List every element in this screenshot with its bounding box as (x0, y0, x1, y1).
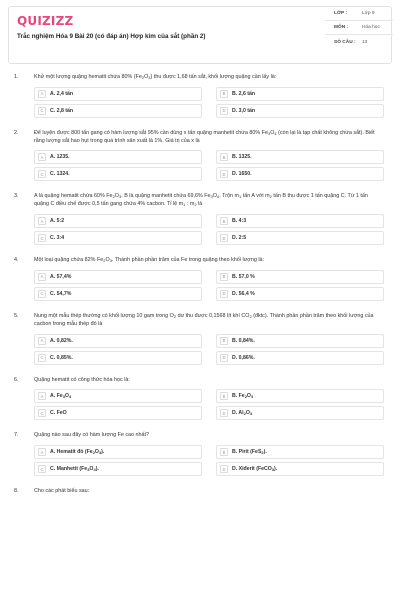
option-letter-box: B (220, 337, 228, 345)
answer-option-b[interactable] (216, 445, 384, 459)
answer-options (8, 334, 392, 365)
subscript: 2 (269, 194, 272, 200)
subscript: 2 (244, 394, 247, 400)
subscript: 3 (148, 75, 151, 80)
subscript: 3 (271, 467, 275, 473)
question-text: Nung một mẫu thép thường có khối lượng 10 gam trong $O_2$ dư thu được 0,1568 lít khí $CO_2$ (đktc). Thành phần phần trăm theo khối lượng của cacbon trong mẫu thép đó là (34, 312, 374, 327)
option-letter-box: D (220, 170, 228, 178)
option-text: A. $Fe_3O_4$ (50, 393, 72, 400)
option-letter-box: C (38, 170, 46, 178)
option-text: A. 1235. (50, 154, 70, 161)
question-item (8, 313, 392, 365)
answer-option-d[interactable] (216, 406, 384, 420)
subscript: 3 (250, 394, 254, 400)
question-text: Quặng nào sau đây có hàm lượng Fe cao nhất? (34, 432, 150, 439)
option-text: B. 0,84%. (232, 337, 255, 344)
option-text: C. 2,8 tấn (50, 107, 74, 114)
meta-key: LỚP : (334, 11, 348, 16)
option-text: C. 1324. (50, 171, 70, 178)
question-item (8, 377, 392, 421)
option-text: D. 2:5 (232, 235, 247, 242)
option-text: C. 54,7% (50, 290, 72, 297)
subscript: 2 (243, 411, 246, 417)
option-letter-box: C (38, 290, 46, 298)
worksheet-title: Trắc nghiệm Hóa 9 Bài 20 (có đáp án) Hợp kim của sắt (phần 2) (17, 33, 206, 40)
question-stem (8, 313, 392, 329)
meta-value: Hóa học (362, 25, 380, 30)
option-letter-box: A (38, 392, 46, 400)
option-text: C. Manhetit $(Fe_3O_4)$. (50, 466, 99, 473)
subscript: 3 (62, 394, 65, 400)
subscript: 3 (249, 411, 253, 417)
answer-options (8, 389, 392, 420)
option-letter-box: B (220, 392, 228, 400)
meta-table (325, 7, 393, 63)
option-letter-box: D (220, 465, 228, 473)
answer-options (8, 87, 392, 118)
answer-option-b[interactable] (216, 389, 384, 403)
answer-option-b[interactable] (216, 150, 384, 164)
question-item (8, 74, 392, 118)
answer-option-d[interactable] (216, 104, 384, 118)
option-text: C. FeO (50, 410, 67, 417)
answer-option-a[interactable] (34, 150, 202, 164)
meta-row-subject (325, 21, 393, 35)
answer-option-b[interactable] (216, 270, 384, 284)
subscript: 3 (98, 450, 102, 456)
question-stem (8, 74, 392, 82)
answer-option-a[interactable] (34, 87, 202, 101)
option-letter-box: C (38, 409, 46, 417)
meta-row-question-count (325, 35, 393, 49)
answer-option-a[interactable] (34, 214, 202, 228)
question-item (8, 130, 392, 182)
answer-options (8, 214, 392, 245)
option-text: B. $Fe_2O_3$ (232, 393, 254, 400)
option-text: D. 3,0 tấn (232, 107, 256, 114)
answer-option-d[interactable] (216, 462, 384, 476)
option-text: C. 3:4 (50, 235, 65, 242)
meta-value: 13 (362, 39, 368, 45)
answer-option-d[interactable] (216, 287, 384, 301)
option-text: A. 2,4 tấn (50, 90, 74, 97)
option-text: B. 4:3 (232, 218, 247, 225)
option-letter-box: D (220, 234, 228, 242)
subscript: 3 (210, 194, 213, 200)
question-number: 5. (14, 312, 19, 319)
option-letter-box: B (220, 217, 228, 225)
subscript: 4 (68, 394, 72, 400)
option-letter-box: B (220, 273, 228, 281)
answer-option-a[interactable] (34, 389, 202, 403)
question-stem (8, 377, 392, 385)
option-text: B. 2,6 tấn (232, 90, 256, 97)
option-letter-box: C (38, 354, 46, 362)
subscript: 2 (249, 313, 252, 319)
question-stem (8, 193, 392, 209)
subscript: 2 (261, 450, 264, 456)
option-text: D. 56,4 % (232, 290, 255, 297)
answer-option-b[interactable] (216, 87, 384, 101)
option-letter-box: A (38, 448, 46, 456)
option-letter-box: C (38, 465, 46, 473)
option-text: A. 0,82%. (50, 337, 73, 344)
option-letter-box: A (38, 273, 46, 281)
option-letter-box: A (38, 90, 46, 98)
question-number: 7. (14, 432, 19, 439)
subscript: 4 (274, 130, 277, 136)
subscript: 1 (183, 202, 186, 208)
subscript: 2 (92, 450, 95, 456)
subscript: 1 (238, 194, 242, 200)
answer-option-c[interactable] (34, 104, 202, 118)
subscript: 2 (112, 194, 115, 200)
answer-option-a[interactable] (34, 270, 202, 284)
subscript: 2 (103, 258, 106, 264)
meta-key: MÔN : (334, 25, 349, 30)
option-letter-box: B (220, 153, 228, 161)
option-letter-box: B (220, 448, 228, 456)
question-item (8, 257, 392, 301)
option-letter-box: A (38, 153, 46, 161)
subscript: 3 (118, 194, 122, 200)
option-letter-box: C (38, 107, 46, 115)
worksheet-header (8, 6, 392, 64)
answer-options (8, 445, 392, 476)
answer-option-d[interactable] (216, 167, 384, 181)
question-list (8, 74, 392, 508)
answer-option-b[interactable] (216, 334, 384, 348)
question-stem (8, 432, 392, 440)
question-text: Cho các phát biểu sau: (34, 488, 90, 495)
option-text: B. 57,0 % (232, 273, 255, 280)
subscript: 2 (141, 75, 145, 80)
question-stem (8, 488, 392, 496)
answer-option-a[interactable] (34, 334, 202, 348)
option-letter-box: A (38, 217, 46, 225)
option-text: A. 57,4% (50, 273, 72, 280)
option-text: D. 1650. (232, 171, 252, 178)
option-letter-box: A (38, 337, 46, 345)
question-number: 8. (14, 488, 19, 495)
subscript: 4 (93, 467, 96, 473)
subscript: 2 (194, 202, 197, 208)
answer-option-c[interactable] (34, 406, 202, 420)
option-text: C. 0,85%. (50, 354, 73, 361)
meta-value: Lớp 9 (362, 11, 375, 16)
option-letter-box: D (220, 409, 228, 417)
option-text: A. Hematit đỏ $(Fe_2O_3)$. (50, 449, 105, 456)
subscript: 3 (267, 130, 271, 136)
question-item (8, 488, 392, 496)
option-text: B. Pirit (FeS$_2$). (232, 449, 267, 456)
option-letter-box: B (220, 90, 228, 98)
answer-option-a[interactable] (34, 445, 202, 459)
answer-options (8, 270, 392, 301)
question-text: Quặng hematit có công thức hóa học là: (34, 376, 130, 383)
question-text: A là quặng hematit chứa 60% $Fe_2O_3$. B là quặng manhetit chứa 69,6% $Fe_3O_4$. Trộn $m_1$ tấn A với $m_2$ tấn B thu được 1 tấn quặng C. Từ 1 tấn quặng C điều chế được 0,5 tấn gang chứa 4% cacbon. Tỉ lệ $m_1$ : $m_2$ là (34, 193, 368, 208)
answer-option-c[interactable] (34, 287, 202, 301)
option-letter-box: D (220, 354, 228, 362)
question-number: 4. (14, 257, 19, 264)
subscript: 3 (109, 258, 112, 264)
question-text: Để luyện được 800 tấn gang có hàm lượng sắt 95% cần dùng x tấn quặng manhetit chứa 80% $Fe_3O_4$ (còn lại là tạp chất không chứa sắt). Biết rằng lượng sắt hao hụt trong quá trình sản xuất là 1%. Giá trị của x là (34, 129, 375, 144)
option-text: A. 5:2 (50, 218, 65, 225)
option-text: D. $Al_2O_3$ (232, 410, 253, 417)
question-text: Một loại quặng chứa 82% $Fe_2O_3$. Thành phần phần trăm của Fe trong quặng theo khối lượng là: (34, 257, 265, 264)
question-item (8, 193, 392, 245)
answer-option-b[interactable] (216, 214, 384, 228)
meta-row-grade (325, 7, 393, 21)
question-stem (8, 130, 392, 146)
subscript: 2 (173, 313, 177, 319)
answer-option-c[interactable] (34, 351, 202, 365)
answer-option-d[interactable] (216, 231, 384, 245)
option-letter-box: D (220, 290, 228, 298)
quizizz-logo: QUIZIZZ (17, 14, 74, 28)
option-text: D. Xiđerit (FeCO$_3$). (232, 466, 278, 473)
answer-options (8, 150, 392, 181)
answer-option-c[interactable] (34, 462, 202, 476)
option-text: B. 1325. (232, 154, 252, 161)
question-number: 6. (14, 376, 19, 383)
question-number: 2. (14, 129, 19, 136)
answer-option-c[interactable] (34, 167, 202, 181)
subscript: 3 (87, 467, 90, 473)
answer-option-d[interactable] (216, 351, 384, 365)
question-number: 3. (14, 193, 19, 200)
question-item (8, 432, 392, 476)
meta-key: SỐ CÂU : (334, 39, 356, 45)
answer-option-c[interactable] (34, 231, 202, 245)
question-text: Khử một lượng quặng hematit chứa 80% $(Fe_2O_3)$ thu được 1,68 tấn sắt, khối lượng quặng cần lấy là: (34, 74, 277, 80)
option-letter-box: D (220, 107, 228, 115)
question-number: 1. (14, 74, 19, 80)
question-stem (8, 257, 392, 265)
subscript: 4 (216, 194, 220, 200)
option-letter-box: C (38, 234, 46, 242)
option-text: D. 0,86%. (232, 354, 255, 361)
